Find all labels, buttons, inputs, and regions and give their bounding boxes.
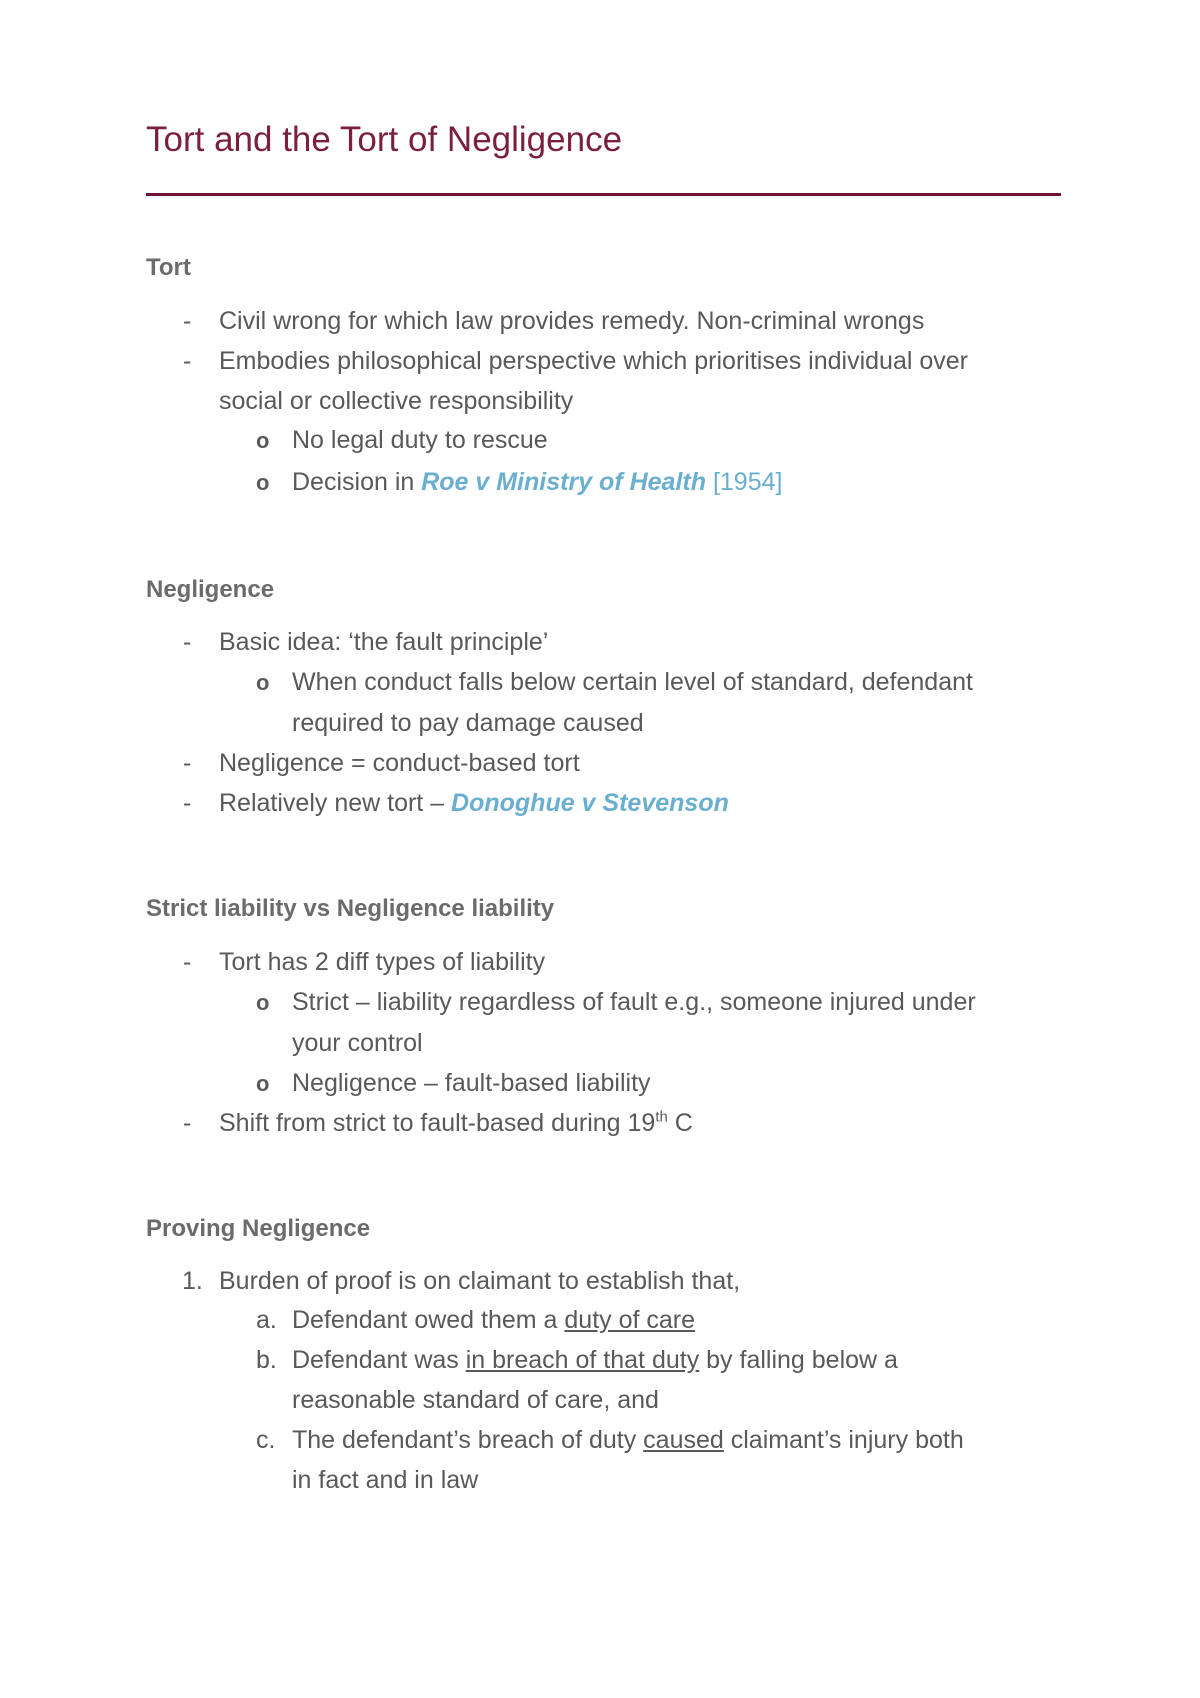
dash-bullet: - [183, 307, 192, 335]
dash-bullet: - [183, 628, 192, 656]
tort-item-1: Civil wrong for which law provides remedy. Non-criminal wrongs [219, 307, 925, 335]
proving-item-c-line-2: in fact and in law [292, 1466, 479, 1494]
circle-bullet: o [256, 428, 270, 453]
proving-item-a [292, 1305, 695, 1335]
superscript-th: th [655, 1108, 668, 1126]
lettered-marker-a: a. [256, 1306, 277, 1334]
underlined-term-caused: caused [643, 1426, 724, 1454]
proving-item-a-prefix: Defendant owed them a [292, 1306, 565, 1334]
strict-sub-1-line-2: your control [292, 1029, 423, 1057]
dash-bullet: - [183, 749, 192, 777]
underlined-term-breach: in breach of that duty [465, 1346, 700, 1374]
tort-sub-2 [292, 467, 782, 497]
section-heading-negligence: Negligence [146, 576, 275, 603]
case-citation-roe: Roe v Ministry of Health [421, 468, 706, 496]
circle-bullet: o [256, 670, 270, 695]
strict-item-2-suffix: C [667, 1109, 693, 1137]
section-heading-tort: Tort [146, 254, 191, 281]
strict-sub-1-line-1: Strict – liability regardless of fault e.g., someone injured under [292, 988, 976, 1016]
document-title: Tort and the Tort of Negligence [146, 120, 623, 159]
negligence-item-2: Negligence = conduct-based tort [219, 749, 580, 777]
proving-item-b-prefix: Defendant was [292, 1346, 466, 1374]
strict-sub-2: Negligence – fault-based liability [292, 1069, 651, 1097]
underlined-term-duty-of-care: duty of care [564, 1306, 696, 1334]
negligence-item-1: Basic idea: ‘the fault principle’ [219, 628, 549, 656]
dash-bullet: - [183, 1109, 192, 1137]
negligence-item-3-prefix: Relatively new tort – [219, 789, 452, 817]
dash-bullet: - [183, 789, 192, 817]
lettered-marker-c: c. [256, 1426, 276, 1454]
proving-item-b-suffix: by falling below a [699, 1346, 898, 1374]
proving-item-b-line-1 [292, 1345, 898, 1375]
lettered-marker-b: b. [256, 1346, 277, 1374]
strict-item-1: Tort has 2 diff types of liability [219, 948, 546, 976]
proving-item-c-suffix: claimant’s injury both [723, 1426, 964, 1454]
tort-sub-2-prefix: Decision in [292, 468, 422, 496]
dash-bullet: - [183, 347, 192, 375]
strict-item-2-prefix: Shift from strict to fault-based during 19 [219, 1109, 656, 1137]
tort-item-2-line-2: social or collective responsibility [219, 387, 574, 415]
dash-bullet: - [183, 948, 192, 976]
numbered-marker-1: 1. [182, 1267, 203, 1295]
proving-item-c-prefix: The defendant’s breach of duty [292, 1426, 644, 1454]
case-year: [1954] [706, 468, 783, 496]
strict-item-2 [219, 1108, 693, 1138]
circle-bullet: o [256, 1071, 270, 1096]
proving-item-c-line-1 [292, 1425, 964, 1455]
tort-item-2-line-1: Embodies philosophical perspective which prioritises individual over [219, 347, 968, 375]
circle-bullet: o [256, 470, 270, 495]
tort-sub-1: No legal duty to rescue [292, 426, 548, 454]
negligence-sub-1-line-1: When conduct falls below certain level of standard, defendant [292, 668, 973, 696]
circle-bullet: o [256, 990, 270, 1015]
case-citation-donoghue: Donoghue v Stevenson [451, 789, 729, 817]
proving-item-1: Burden of proof is on claimant to establish that, [219, 1267, 741, 1295]
section-heading-strict-liability: Strict liability vs Negligence liability [146, 895, 555, 922]
section-heading-proving-negligence: Proving Negligence [146, 1215, 371, 1242]
negligence-sub-1-line-2: required to pay damage caused [292, 709, 644, 737]
proving-item-b-line-2: reasonable standard of care, and [292, 1386, 659, 1414]
negligence-item-3 [219, 788, 729, 818]
title-divider [146, 193, 1061, 196]
